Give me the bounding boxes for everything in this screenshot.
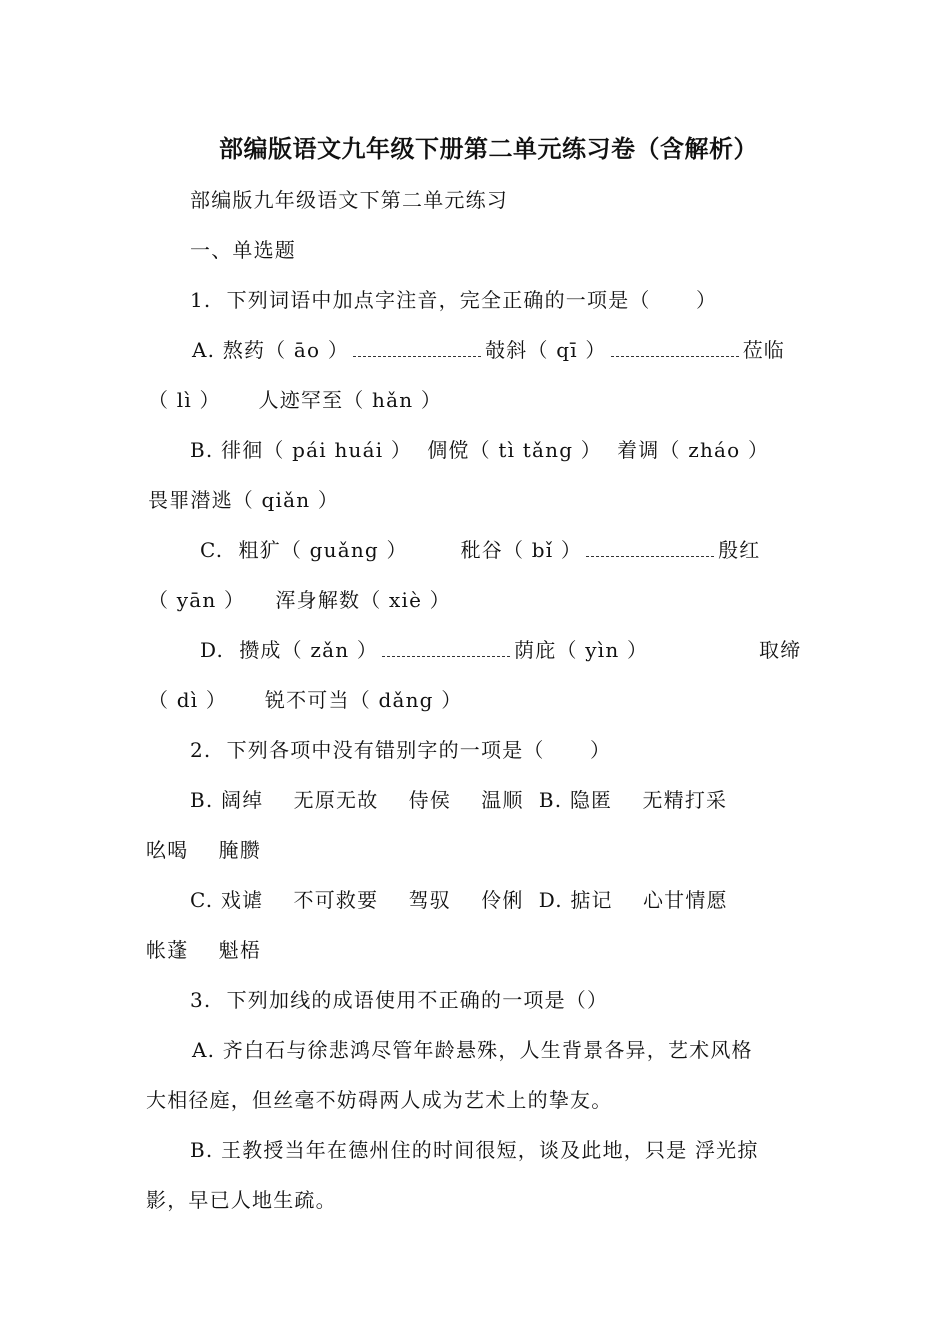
answer-blank <box>611 346 739 357</box>
q1-d-part2: 荫庇（ yìn ） <box>514 638 649 662</box>
q2-line-1: B. 阔绰 无原无故 侍侯 温顺 B. 隐匿 无精打采 <box>190 788 728 812</box>
q2-line-4: 帐蓬 魁梧 <box>146 938 262 962</box>
q1-a-part3: 莅临 <box>742 338 785 362</box>
q1-option-d-cont: （ dì ） 锐不可当（ dǎng ） <box>148 688 463 712</box>
q1-d-part1: D. 攒成（ zǎn ） <box>200 638 379 662</box>
answer-blank <box>586 546 714 557</box>
q3-option-a-cont: 大相径庭，但丝毫不妨碍两人成为艺术上的挚友。 <box>146 1088 613 1112</box>
section-heading: 一、单选题 <box>190 238 296 262</box>
q2-line-3: C. 戏谑 不可救要 驾驭 伶俐 D. 掂记 心甘情愿 <box>190 888 728 912</box>
answer-blank <box>353 346 481 357</box>
q3-stem: 3. 下列加线的成语使用不正确的一项是（） <box>190 988 609 1012</box>
doc-title: 部编版语文九年级下册第二单元练习卷（含解析） <box>219 135 758 163</box>
q1-option-c-cont: （ yān ） 浑身解数（ xiè ） <box>148 588 451 612</box>
q1-option-a-cont: （ lì ） 人迹罕至（ hǎn ） <box>148 388 443 412</box>
answer-blank <box>382 646 510 657</box>
q2-line-2: 吆喝 腌臜 <box>146 838 262 862</box>
q1-stem: 1. 下列词语中加点字注音，完全正确的一项是（ ） <box>190 288 718 312</box>
q1-c-part2: 殷红 <box>718 538 761 562</box>
q1-option-d-right: 取缔 <box>759 638 802 662</box>
q1-option-b: B. 徘徊（ pái huái ） 倜傥（ tì tǎng ） 着调（ zháo ） <box>190 438 770 462</box>
q1-option-d <box>200 636 648 664</box>
q3-option-b: B. 王教授当年在德州住的时间很短，谈及此地，只是 浮光掠 <box>190 1138 759 1162</box>
q3-option-a: A. 齐白石与徐悲鸿尽管年龄悬殊，人生背景各异，艺术风格 <box>192 1038 753 1062</box>
q1-c-part1: C. 粗犷（ guǎng ） 秕谷（ bǐ ） <box>200 538 583 562</box>
q1-option-b-cont: 畏罪潜逃（ qiǎn ） <box>148 488 340 512</box>
q1-a-part1: A. 熬药（ āo ） <box>192 338 350 362</box>
q3-option-b-cont: 影，早已人地生疏。 <box>146 1188 337 1212</box>
q2-stem: 2. 下列各项中没有错别字的一项是（ ） <box>190 738 612 762</box>
q1-a-part2: 攲斜（ qī ） <box>485 338 607 362</box>
q1-option-c <box>200 536 761 564</box>
subtitle: 部编版九年级语文下第二单元练习 <box>190 188 508 212</box>
q1-option-a <box>192 336 785 364</box>
